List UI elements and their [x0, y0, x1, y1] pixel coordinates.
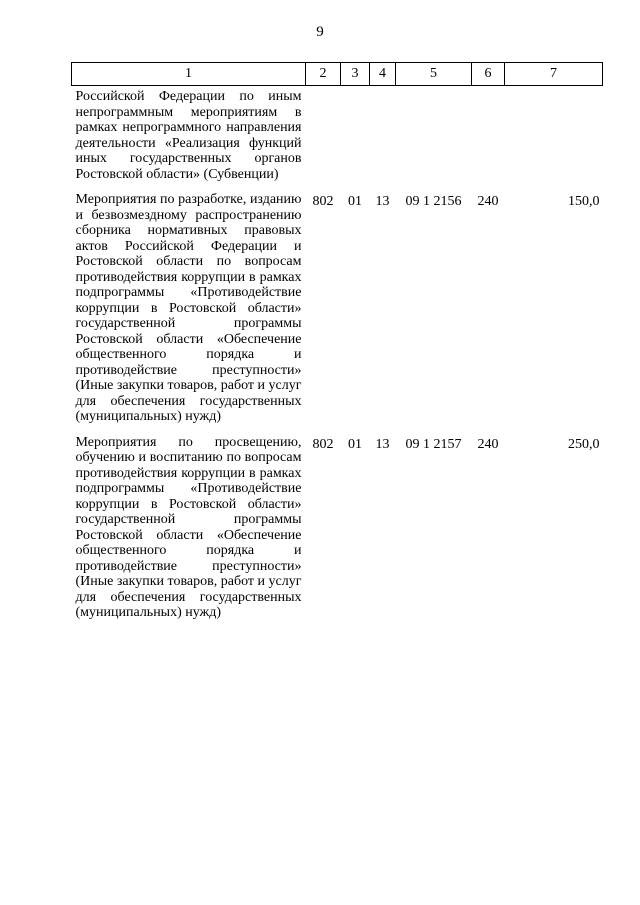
- page-number: 9: [316, 24, 324, 40]
- header-row: [72, 63, 603, 86]
- row-amount: [505, 86, 603, 183]
- row-name: Российской Федерации по иным непрограммным мероприятиям в рамках непрограммного направления деятельности «Реализация функций иных государственных органов Ростовской области» (Субвенции): [75, 89, 302, 182]
- header-col-3: 3: [341, 63, 370, 86]
- table-row: [72, 425, 603, 621]
- row-subsection-code: [370, 86, 396, 183]
- row-ministry-code: 802: [312, 436, 334, 452]
- header-col-1: 1: [72, 63, 306, 86]
- row-amount: 150,0: [568, 194, 600, 209]
- row-section-code: 01: [348, 436, 362, 452]
- row-target-code: 09 1 2156: [405, 194, 462, 209]
- row-section-code: 01: [348, 194, 362, 209]
- header-col-2: 2: [306, 63, 341, 86]
- row-amount: 250,0: [568, 436, 600, 452]
- row-expense-type: 240: [477, 194, 499, 209]
- row-section-code: [341, 86, 370, 183]
- row-name: Мероприятия по разработке, изданию и безвозмездному распространению сборника нормативных правовых актов Российской Федерации и Ростовской области по вопросам противодействия коррупции в рамках подпрограммы «Противодействие коррупции в Ростовской области» государственной программы Ростовской области «Обеспечение общественного порядка и противодействие преступности» (Иные закупки товаров, работ и услуг для обеспечения государственных (муниципальных) нужд): [75, 192, 302, 424]
- table-header: [72, 63, 603, 86]
- row-subsection-code: 13: [375, 194, 390, 209]
- table-body: [72, 86, 603, 621]
- header-col-7: 7: [505, 63, 603, 86]
- row-ministry-code: [306, 86, 341, 183]
- budget-table: [71, 62, 603, 621]
- row-subsection-code: 13: [375, 436, 390, 452]
- row-expense-type: [472, 86, 505, 183]
- header-col-4: 4: [370, 63, 396, 86]
- header-col-6: 6: [472, 63, 505, 86]
- row-expense-type: 240: [477, 436, 499, 452]
- header-col-5: 5: [396, 63, 472, 86]
- table-row: [72, 86, 603, 183]
- row-name: Мероприятия по просвещению, обучению и воспитанию по вопросам противодействия коррупции в рамках подпрограммы «Противодействие коррупции в Ростовской области» государственной программы Ростовской области «Обеспечение общественного порядка и противодействие преступности» (Иные закупки товаров, работ и услуг для обеспечения государственных (муниципальных) нужд): [75, 434, 302, 620]
- row-target-code: [396, 86, 472, 183]
- row-target-code: 09 1 2157: [405, 436, 462, 452]
- row-ministry-code: 802: [312, 194, 334, 209]
- table-row: [72, 182, 603, 425]
